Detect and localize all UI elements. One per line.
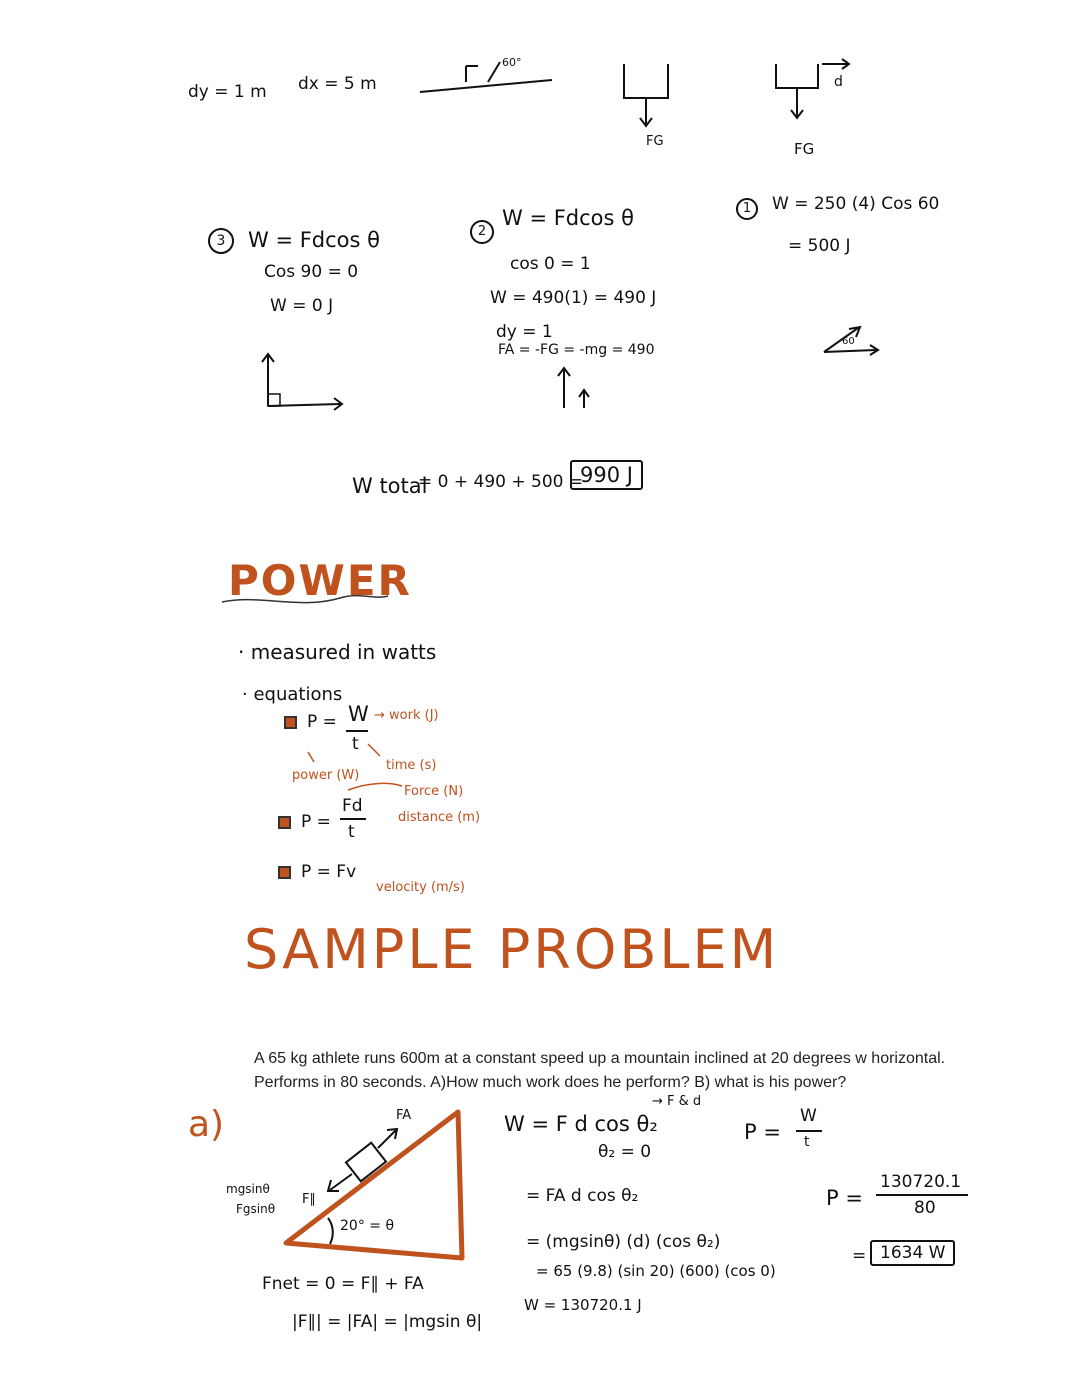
- eq1-line: [284, 712, 337, 732]
- power-result-equals: =: [852, 1246, 867, 1266]
- power-calc-denominator: 80: [914, 1198, 936, 1218]
- step2-line3: W = 490(1) = 490 J: [490, 288, 657, 308]
- eq1-lhs: P =: [307, 712, 337, 732]
- theta2-note: θ₂ = 0: [598, 1142, 652, 1162]
- step3-number: 3: [208, 228, 234, 254]
- power-bullet-watts: · measured in watts: [238, 640, 437, 664]
- work-step-2: = FA d cos θ₂: [526, 1186, 639, 1206]
- power-heading: POWER: [228, 556, 412, 605]
- eq1-fraction-bar: [346, 730, 368, 732]
- step2-line2: cos 0 = 1: [510, 254, 591, 274]
- eq1-denominator: t: [352, 734, 359, 754]
- problem-line-1: A 65 kg athlete runs 600m at a constant speed up a mountain inclined at 20 degrees w horizontal.: [254, 1050, 946, 1067]
- total-result: 990 J: [570, 460, 643, 490]
- step2-line4: dy = 1: [496, 322, 553, 342]
- step1-angle: 60: [842, 336, 855, 347]
- checkbox-icon: [278, 866, 291, 879]
- eq2-fraction-bar: [340, 818, 366, 820]
- fpar-label: F∥: [302, 1192, 316, 1207]
- fg-label-2: FG: [794, 140, 815, 158]
- power-formula-denominator: t: [804, 1134, 810, 1150]
- eq2-numerator: Fd: [342, 796, 363, 816]
- d-vector-label: d: [834, 74, 843, 90]
- work-step-3: = (mgsinθ) (d) (cos θ₂): [526, 1232, 721, 1252]
- fg-label-1: FG: [646, 134, 664, 149]
- step1-number: 1: [736, 198, 758, 220]
- dy-label: dy = 1 m: [188, 82, 267, 102]
- incline-angle-label: 20° = θ: [340, 1218, 395, 1234]
- power-calc-lhs: P =: [826, 1186, 863, 1210]
- eq2-lhs: P =: [301, 812, 331, 832]
- power-bullet-equations: · equations: [242, 684, 343, 705]
- eq2-distance-note: distance (m): [398, 810, 481, 825]
- step3-line3: W = 0 J: [270, 296, 334, 316]
- problem-line-2: Performs in 80 seconds. A)How much work does he perform? B) what is his power?: [254, 1074, 847, 1091]
- step2-line1: W = Fdcos θ: [502, 206, 634, 230]
- eq1-time-note: time (s): [386, 758, 437, 773]
- eq3-line: [278, 862, 356, 882]
- f-and-d-note: → F & d: [652, 1094, 702, 1109]
- eq2-denominator: t: [348, 822, 355, 842]
- dx-label: dx = 5 m: [298, 74, 377, 94]
- angle-label-60: 60°: [502, 56, 522, 69]
- power-calc-bar: [876, 1194, 968, 1196]
- work-step-4: = 65 (9.8) (sin 20) (600) (cos 0): [536, 1262, 776, 1280]
- step1-line1: W = 250 (4) Cos 60: [772, 194, 940, 214]
- eq1-work-note: → work (J): [374, 708, 439, 723]
- eq3-velocity-note: velocity (m/s): [376, 880, 465, 895]
- work-step-1: W = F d cos θ₂: [504, 1112, 658, 1136]
- mgsin-label: mgsinθ: [226, 1182, 270, 1196]
- fnet-equation: Fnet = 0 = F∥ + FA: [262, 1274, 424, 1294]
- checkbox-icon: [284, 716, 297, 729]
- power-result: 1634 W: [870, 1240, 955, 1266]
- power-formula-numerator: W: [800, 1106, 817, 1126]
- step1-line2: = 500 J: [788, 236, 851, 256]
- checkbox-icon: [278, 816, 291, 829]
- fa-label: FA: [396, 1108, 412, 1123]
- step3-line1: W = Fdcos θ: [248, 228, 380, 252]
- eq2-force-note: Force (N): [404, 784, 464, 799]
- power-formula-bar: [796, 1130, 822, 1132]
- total-label: W total: [352, 474, 428, 498]
- part-a-label: a): [188, 1104, 225, 1145]
- power-formula-lhs: P =: [744, 1120, 781, 1144]
- step2-number: 2: [470, 220, 494, 244]
- eq1-numerator: W: [348, 702, 369, 726]
- step3-line2: Cos 90 = 0: [264, 262, 359, 282]
- eq2-line: [278, 812, 331, 832]
- eq3-formula: P = Fv: [301, 862, 357, 882]
- sample-problem-heading: SAMPLE PROBLEM: [244, 918, 780, 981]
- fgsin-label: Fgsinθ: [236, 1202, 276, 1216]
- step2-line5: FA = -FG = -mg = 490: [498, 342, 655, 358]
- force-magnitude-equation: |F∥| = |FA| = |mgsin θ|: [292, 1312, 483, 1332]
- total-expression: = 0 + 490 + 500 =: [418, 472, 584, 492]
- work-result: W = 130720.1 J: [524, 1296, 642, 1314]
- eq1-power-note: power (W): [292, 768, 360, 783]
- power-calc-numerator: 130720.1: [880, 1172, 962, 1192]
